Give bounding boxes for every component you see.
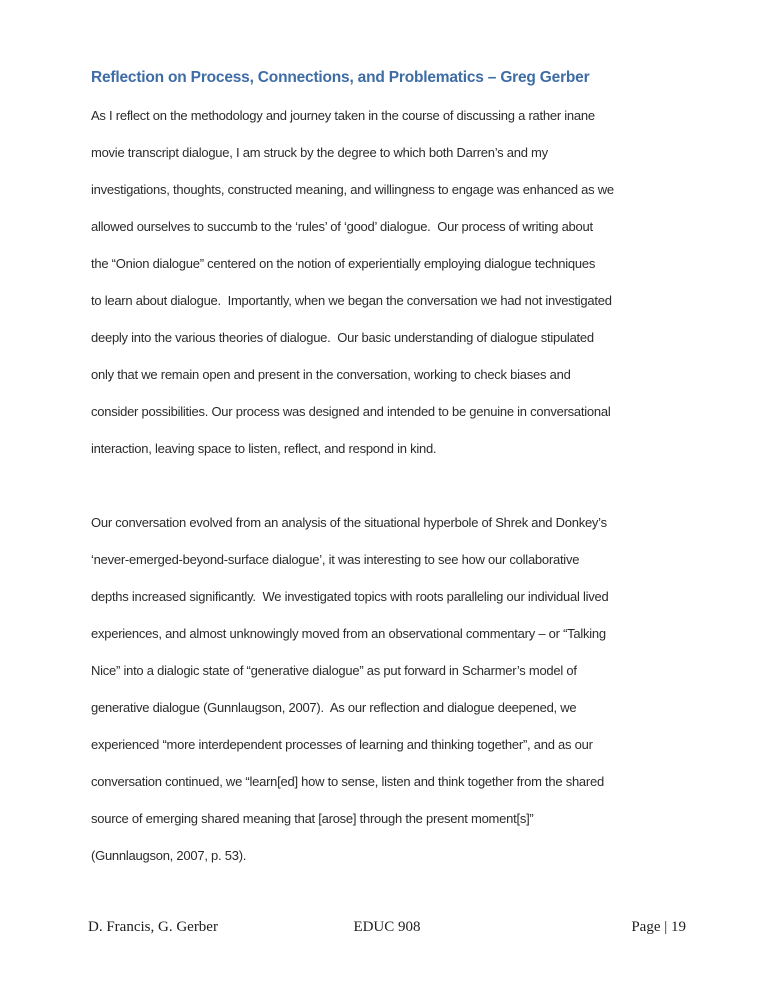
body-line: experiences, and almost unknowingly moved from an observational commentary – or “Talking [91, 626, 606, 641]
footer-page-number: Page | 19 [631, 919, 686, 935]
body-line: consider possibilities. Our process was designed and intended to be genuine in conversational [91, 404, 611, 419]
footer-authors: D. Francis, G. Gerber [88, 919, 218, 935]
body-line: investigations, thoughts, constructed meaning, and willingness to engage was enhanced as we [91, 182, 614, 197]
footer-course-code: EDUC 908 [353, 919, 421, 935]
page-heading: Reflection on Process, Connections, and Problematics – Greg Gerber [91, 69, 590, 86]
document-body [91, 66, 691, 874]
body-line: Nice” into a dialogic state of “generative dialogue” as put forward in Scharmer’s model of [91, 663, 577, 678]
body-line: experienced “more interdependent processes of learning and thinking together”, and as our [91, 737, 593, 752]
body-line: to learn about dialogue. Importantly, when we began the conversation we had not investigated [91, 293, 612, 308]
page-footer [88, 919, 686, 936]
body-line: As I reflect on the methodology and journey taken in the course of discussing a rather inane [91, 108, 595, 123]
paragraph-1 [91, 97, 691, 467]
body-line: the “Onion dialogue” centered on the notion of experientially employing dialogue techniques [91, 256, 596, 271]
body-line: only that we remain open and present in the conversation, working to check biases and [91, 367, 571, 382]
body-line: (Gunnlaugson, 2007, p. 53). [91, 848, 247, 863]
body-line: generative dialogue (Gunnlaugson, 2007). As our reflection and dialogue deepened, we [91, 700, 577, 715]
body-line: Our conversation evolved from an analysis of the situational hyperbole of Shrek and Donkey’s [91, 515, 607, 530]
body-line: ‘never-emerged-beyond-surface dialogue’, it was interesting to see how our collaborative [91, 552, 580, 567]
body-line: conversation continued, we “learn[ed] how to sense, listen and think together from the shared [91, 774, 604, 789]
body-line: movie transcript dialogue, I am struck by the degree to which both Darren’s and my [91, 145, 548, 160]
paragraph-2 [91, 504, 691, 874]
body-line: deeply into the various theories of dialogue. Our basic understanding of dialogue stipulated [91, 330, 594, 345]
body-line: source of emerging shared meaning that [arose] through the present moment[s]” [91, 811, 534, 826]
body-line: depths increased significantly. We investigated topics with roots paralleling our individual lived [91, 589, 609, 604]
body-line: allowed ourselves to succumb to the ‘rules’ of ‘good’ dialogue. Our process of writing about [91, 219, 593, 234]
body-line: interaction, leaving space to listen, reflect, and respond in kind. [91, 441, 437, 456]
